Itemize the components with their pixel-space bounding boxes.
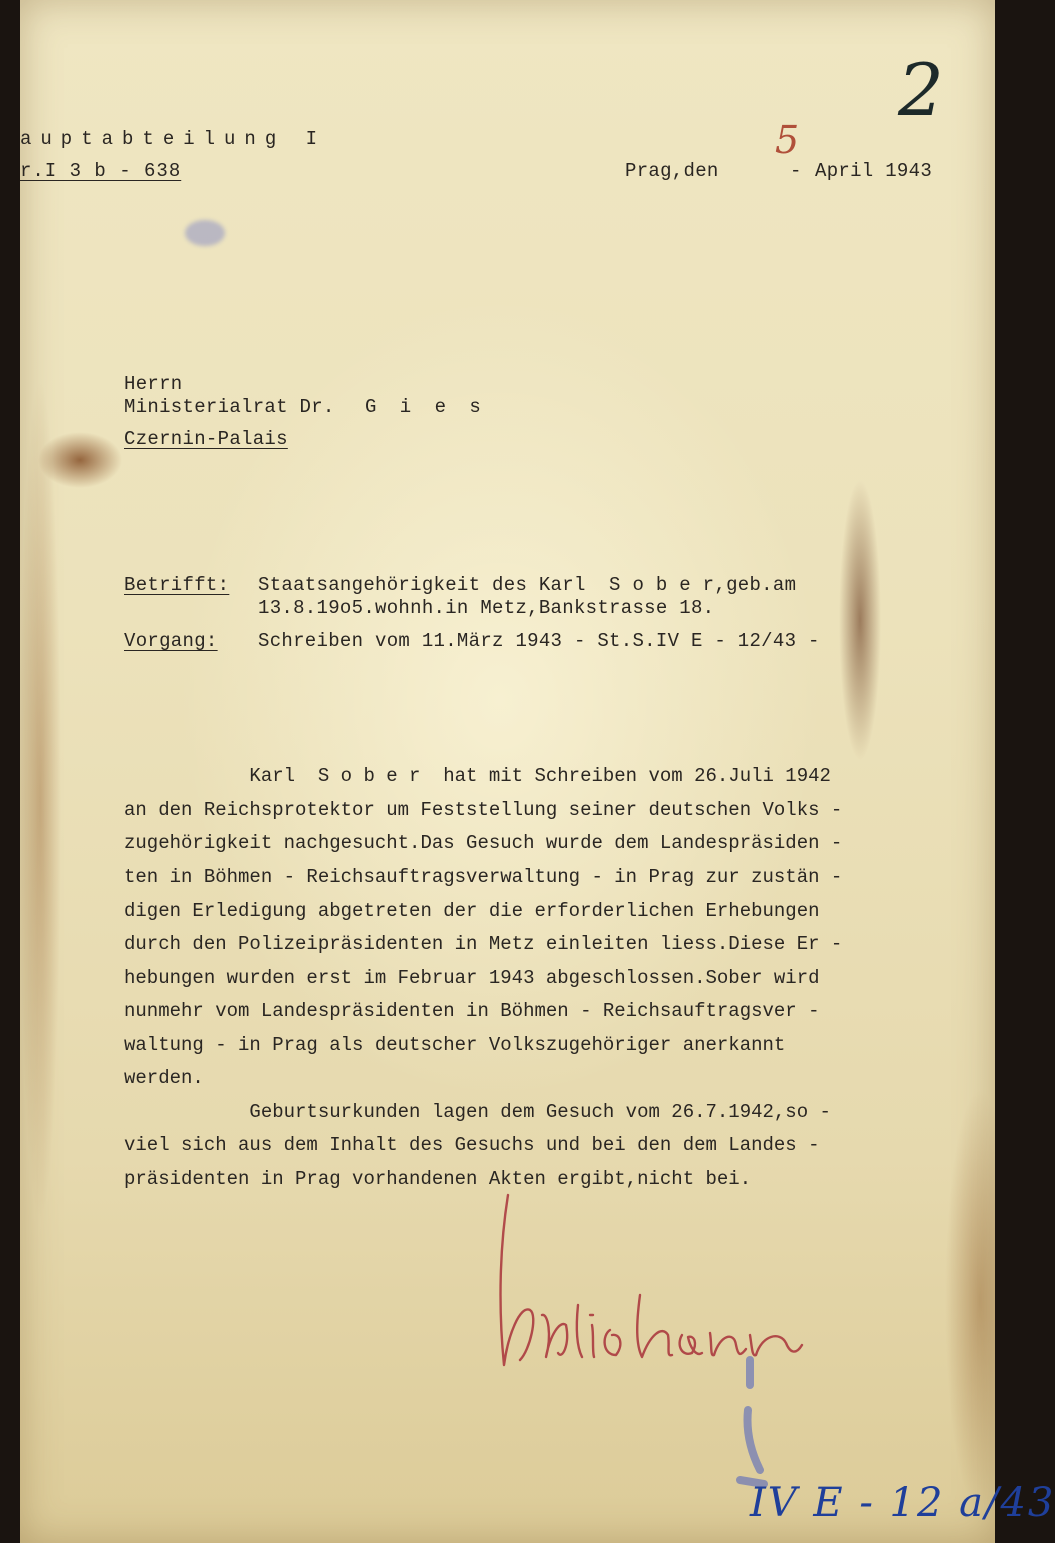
recipient-title: Ministerialrat Dr. xyxy=(124,396,335,418)
department-heading: auptabteilung I xyxy=(20,128,327,150)
vorgang-label: Vorgang: xyxy=(124,630,218,652)
handwritten-day: 5 xyxy=(775,118,800,162)
date-dash: - xyxy=(790,160,802,182)
body-line: werden. xyxy=(124,1067,204,1089)
recipient-address: Czernin-Palais xyxy=(124,428,288,450)
file-note: IV E - 12 a/43 xyxy=(750,1480,1055,1526)
body-line: Geburtsurkunden lagen dem Gesuch vom 26.7.1942,so - xyxy=(124,1101,831,1123)
betrifft-line-2: 13.8.19o5.wohnh.in Metz,Bankstrasse 18. xyxy=(258,597,715,619)
betrifft-label: Betrifft: xyxy=(124,574,230,596)
betrifft-line-1: Staatsangehörigkeit des Karl S o b e r,geb.am xyxy=(258,574,797,596)
body-line: Karl S o b e r hat mit Schreiben vom 26.Juli 1942 xyxy=(124,765,831,787)
document-page xyxy=(20,0,1055,1543)
body-line: ten in Böhmen - Reichsauftragsverwaltung - in Prag zur zustän - xyxy=(124,866,843,888)
place-date-label: Prag,den xyxy=(625,160,719,182)
bleed-through-stamp xyxy=(185,220,225,246)
body-line: durch den Polizeipräsidenten in Metz einleiten liess.Diese Er - xyxy=(124,933,843,955)
blue-pencil-marks xyxy=(720,1350,780,1500)
body-line: waltung - in Prag als deutscher Volkszugehöriger anerkannt xyxy=(124,1034,786,1056)
recipient-salutation: Herrn xyxy=(124,373,183,395)
body-line: nunmehr vom Landespräsidenten in Böhmen - Reichsauftragsver - xyxy=(124,1000,820,1022)
reference-number: r.I 3 b - 638 xyxy=(20,160,182,182)
body-line: präsidenten in Prag vorhandenen Akten ergibt,nicht bei. xyxy=(124,1168,752,1190)
body-line: viel sich aus dem Inhalt des Gesuchs und bei den dem Landes - xyxy=(124,1134,820,1156)
handwritten-page-number: 2 xyxy=(898,48,944,132)
body-line: an den Reichsprotektor um Feststellung seiner deutschen Volks - xyxy=(124,799,843,821)
body-line: digen Erledigung abgetreten der die erforderlichen Erhebungen xyxy=(124,900,820,922)
body-line: zugehörigkeit nachgesucht.Das Gesuch wurde dem Landespräsiden - xyxy=(124,832,843,854)
body-line: hebungen wurden erst im Februar 1943 abgeschlossen.Sober wird xyxy=(124,967,820,989)
recipient-name: G i e s xyxy=(365,396,487,418)
date-month-year: April 1943 xyxy=(815,160,933,182)
vorgang-text: Schreiben vom 11.März 1943 - St.S.IV E - 12/43 - xyxy=(258,630,820,652)
